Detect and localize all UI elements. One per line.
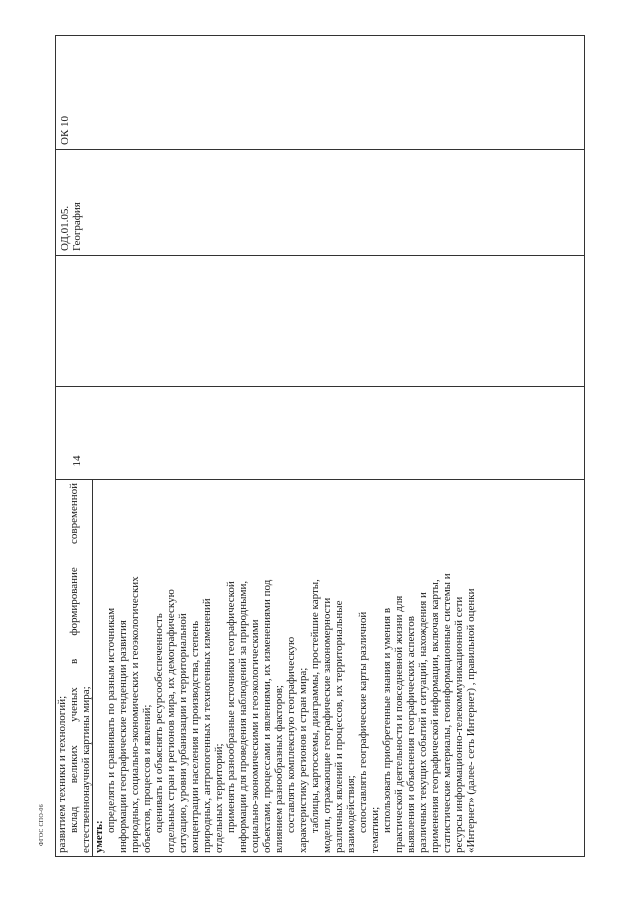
discipline-name: География [71,202,83,251]
skill-line: модели, отражающие географические закономерности [321,597,333,853]
skill-line: тематики; [369,806,381,853]
competency-table [55,35,585,857]
competencies-cell [56,480,585,857]
skill-line: характеристику регионов и стран мира; [297,667,309,853]
skill-line: социально-экономическими и геоэкологическими [249,619,261,853]
skill-line: оценивать и объяснять ресурсообеспеченность [153,613,165,833]
skill-line: «Интернет» (далее- сеть Интернет) , правильной оценки [465,588,477,853]
skill-line: объектов, процессов и явлений; [141,704,153,853]
skill-line: составлять комплексную географическую [285,636,297,833]
skill-line: ресурсы информационно-телекоммуникационной сети [453,596,465,853]
competence-code: ОК 10 [59,115,71,145]
knowledge-continuation [56,480,93,856]
skill-line: выявления и объяснения географических аспектов [405,616,417,853]
skill-line: таблицы, картосхемы, диаграммы, простейшие карты, [309,579,321,833]
skill-line: различных явлений и процессов, их территориальные [333,600,345,853]
skill-line: отдельных стран и регионов мира, их демографическую [165,589,177,853]
competence-code-cell [56,36,585,150]
skill-line: применять разнообразные источники географической [225,581,237,833]
skill-line: природных, антропогенных и техногенных изменений [201,598,213,853]
rotated-page-content [55,47,585,857]
skills-heading: уметь: [93,820,105,853]
skill-line: влиянием разнообразных факторов; [273,685,285,853]
discipline-code: ОД.01.05. [59,205,71,251]
skill-line: природных, социально-экономических и геоэкологических [129,576,141,853]
footer-document-code: ФГОС СПО-06 [39,804,45,846]
skill-line: определять и сравнивать по разным источникам [105,607,117,833]
skill-line: сопоставлять географические карты различной [357,611,369,833]
knowledge-line: вклад великих ученых в формирование современной [68,483,80,833]
skill-line: использовать приобретенные знания и умения в [381,607,393,833]
skill-line: практической деятельности и повседневной жизни для [393,595,405,853]
skill-line: взаимодействия; [345,775,357,853]
discipline-cell [56,150,585,256]
empty-cell-hours [56,387,585,480]
knowledge-line: естественнонаучной картины мира; [80,686,92,853]
skill-line: статистические материалы, геоинформационные системы и [441,573,453,853]
knowledge-line: развитием техники и технологий; [56,695,68,853]
skill-line: объектами, процессами и явлениями, их изменениями под [261,579,273,853]
skill-line: концентрации населения и производства, степень [189,620,201,853]
skill-line: информации географические тенденции развития [117,620,129,853]
skill-line: применения географической информации, включая карты, [429,579,441,853]
empty-cell-block [56,256,585,387]
page-number: 14 [71,455,83,467]
skill-line: различных текущих событий и ситуаций, нахождения и [417,592,429,853]
skill-line: отдельных территорий; [213,743,225,853]
skill-line: ситуацию, уровни урбанизации и территориальной [177,613,189,853]
skill-line: информации для проведения наблюдений за природными, [237,580,249,853]
